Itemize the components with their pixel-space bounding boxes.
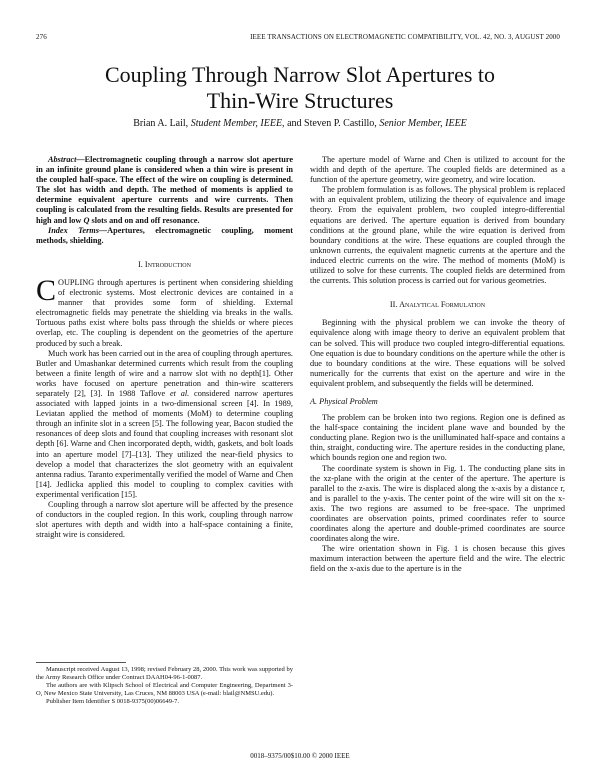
subsection-heading-physical-problem: A. Physical Problem <box>310 396 378 406</box>
author-2: Steven P. Castillo, <box>304 118 377 129</box>
intro-paragraph-2: Much work has been carried out in the area of coupling through apertures. Butler and Umashankar determined currents which result from the coupling between a finite length of wire and a narrow slot with no depth[1]. Other works have focused on aperture penetration and thin-wire scatterers separately [2], [3]. In 1988 Taflove et al. considered narrow apertures associated with lapped joints in a two-dimensional screen [4]. In 1989, Leviatan applied the method of moments (MoM) to determine coupling through an infinite slot in a screen [5]. The following year, Bacon studied the resonances of deep slots and found that coupling increases with resonant slot depth [6]. Warne and Chen incorporated depth, width, gaskets, and bolt loads into an aperture model [7]–[13]. They utilized the near-field physics to develop a model that characterizes the slot geometry with an equivalent antenna radius. Taranto experimentally verified the model of Warne and Chen [14]. Jedlicka applied this model to coupling to complex cavities with experimental verification [15]. <box>36 348 293 499</box>
section-heading-introduction: I. Introduction <box>138 259 191 269</box>
author-1: Brian A. Lail, <box>133 118 189 129</box>
index-terms-label: Index Terms— <box>48 225 108 235</box>
abstract-label: Abstract— <box>48 155 85 164</box>
q-symbol: Q <box>83 215 90 225</box>
paper-title <box>0 62 600 114</box>
drop-cap: C <box>36 273 57 307</box>
footnote-manuscript: Manuscript received August 13, 1998; revised February 28, 2000. This work was supported by the Army Research Office under Contract DAAH04-96-1-0087. <box>36 666 293 681</box>
formulation-paragraph-1: Beginning with the physical problem we can invoke the theory of equivalence along with image theory to derive an equivalent problem that can be solved. This will produce two coupled integro-differential equations. One equation is due to boundary conditions on the aperture while the other is due to boundary conditions at the wire. These equations will be solved numerically for the currents that exist on the aperture and wire in the equivalent problem, and subsequently the fields will be determined. <box>310 318 565 388</box>
physical-problem-paragraph-2: The coordinate system is shown in Fig. 1. The conducting plane sits in the xz-plane with the origin at the center of the aperture. The aperture is parallel to the z-axis. The wire is displaced along the x-axis by a distance r, and is parallel to the y-axis. The center point of the wire will sit on the x-axis. The two regions are assumed to be free-space. The unprimed coordinates are observation points, primed coordinates refer to source coordinates along the aperture and double-primed coordinates are source coordinates along the wire. <box>310 463 565 544</box>
physical-problem-paragraph-3: The wire orientation shown in Fig. 1 is chosen because this gives maximum interaction between the aperture field and the wire. The electric field on the x-axis due to the aperture is in the <box>310 544 565 574</box>
title-line-1: Coupling Through Narrow Slot Apertures to <box>104 62 496 87</box>
footnotes <box>36 662 293 707</box>
section-heading-analytical-formulation: II. Analytical Formulation <box>389 300 486 310</box>
author-conjunction: and <box>287 118 302 129</box>
title-line-2: Thin-Wire Structures <box>206 88 394 113</box>
physical-problem-paragraph-1: The problem can be broken into two regions. Region one is defined as the half-space containing the incident plane wave and bounded by the conducting plane. Region two is the unilluminated half-space and contains a thin, straight, conducting wire. The aperture resides in the conducting plane, which bounds region one and region two. <box>310 413 565 463</box>
left-column <box>36 155 293 540</box>
running-header: IEEE TRANSACTIONS ON ELECTROMAGNETIC COMPATIBILITY, VOL. 42, NO. 3, AUGUST 2000 <box>250 33 560 41</box>
author-2-role: Senior Member, IEEE <box>379 118 467 129</box>
author-1-role: Student Member, IEEE, <box>190 118 285 129</box>
copyright-footer: 0018–9375/00$10.00 © 2000 IEEE <box>250 752 350 760</box>
intro-paragraph-1: COUPLING through apertures is pertinent when considering shielding of electronic systems. Most electronic devices are contained in a manner that provides some form of shielding. External electromagnetic fields may penetrate the shielding via breaks in the walls. Tortuous paths exist where bolts pass through the shields or where pieces overlap, etc. The coupling is dependent on the geometries of the aperture produced by such a break. <box>36 273 293 348</box>
footnote-affiliation: The authors are with Klipsch School of Electrical and Computer Engineering, Department 3-O, New Mexico State University, Las Cruces, NM 88003 USA (e-mail: blail@NMSU.edu). <box>36 682 293 697</box>
abstract: Abstract—Electromagnetic coupling through a narrow slot aperture in an infinite ground plane is considered when a thin wire is present in the coupled half-space. The effect of the wire on coupling is determined. The slot has width and depth. The method of moments is applied to determine equivalent aperture currents and wire currents. Then coupling is calculated from the resulting fields. Results are presented for high and low Q slots and on and off resonance. <box>36 155 293 225</box>
footnote-rule <box>36 662 126 663</box>
intro-paragraph-5: The problem formulation is as follows. The physical problem is replaced with an equivalent problem, utilizing the theory of equivalence and image theory. From the equivalent problem, two coupled integro-differential equations are derived. The aperture equation is derived from boundary conditions at the ground plane, while the wire equation is derived from boundary conditions at the wire. These equations are coupled through the unknown currents, the equivalent magnetic currents at the aperture and the induced electric currents on the wire. The method of moments (MoM) is utilized to solve for these currents. The coupled fields are determined from the currents. This solution process is carried out for various geometries. <box>310 185 565 286</box>
intro-paragraph-3: Coupling through a narrow slot aperture will be affected by the presence of conductors in the coupled region. In this work, coupling through narrow slot apertures with depth and width into a half-space containing a finite, straight wire is considered. <box>36 500 293 540</box>
index-terms: Index Terms—Apertures, electromagnetic coupling, moment methods, shielding. <box>36 225 293 245</box>
footnote-identifier: Publisher Item Identifier S 0018-9375(00)06649-7. <box>46 698 180 706</box>
intro-paragraph-4: The aperture model of Warne and Chen is utilized to account for the width and depth of the aperture. The coupled fields are determined as a function of the aperture geometry, wire geometry, and wire location. <box>310 155 565 185</box>
author-line <box>0 118 600 129</box>
page-number: 276 <box>36 33 47 41</box>
right-column <box>310 155 565 575</box>
